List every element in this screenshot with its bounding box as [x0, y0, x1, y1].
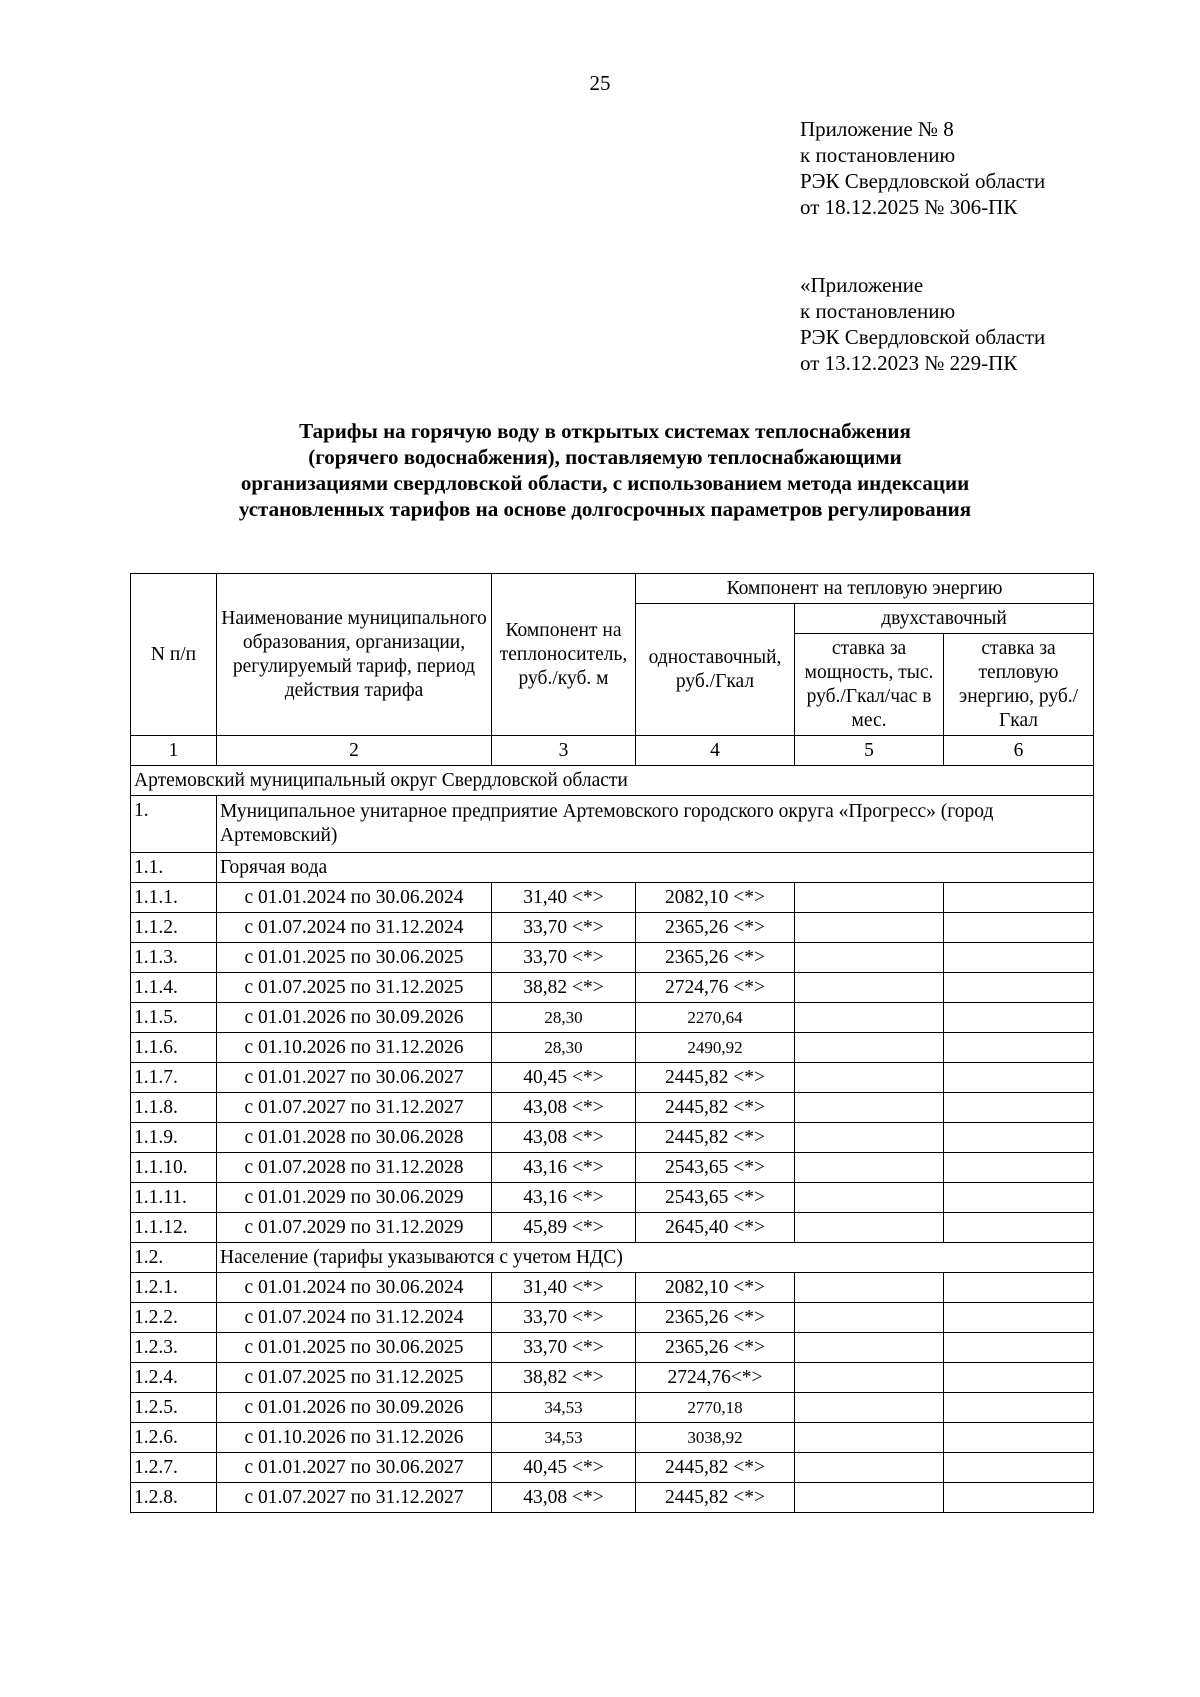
row-energy-rate-value — [944, 1093, 1094, 1123]
table-row — [131, 1153, 1094, 1183]
row-single-rate-value: 2770,18 — [636, 1393, 795, 1423]
table-row — [131, 1453, 1094, 1483]
column-number: 1 — [131, 736, 217, 766]
column-number: 4 — [636, 736, 795, 766]
row-capacity-rate-value — [795, 973, 944, 1003]
row-single-rate-value: 2445,82 <*> — [636, 1093, 795, 1123]
row-carrier-value: 40,45 <*> — [492, 1453, 636, 1483]
header-single-rate: одноставочный, руб./Гкал — [636, 604, 795, 736]
table-row — [131, 943, 1094, 973]
row-energy-rate-value — [944, 1183, 1094, 1213]
row-carrier-value: 45,89 <*> — [492, 1213, 636, 1243]
row-single-rate-value: 2270,64 — [636, 1003, 795, 1033]
table-row — [131, 1003, 1094, 1033]
row-single-rate-value: 2445,82 <*> — [636, 1123, 795, 1153]
appendix-current-line: РЭК Свердловской области — [800, 169, 1046, 193]
row-capacity-rate-value — [795, 1123, 944, 1153]
row-carrier-value: 34,53 — [492, 1393, 636, 1423]
row-single-rate-value: 2445,82 <*> — [636, 1483, 795, 1513]
row-carrier-value: 33,70 <*> — [492, 1333, 636, 1363]
row-single-rate-value: 2724,76<*> — [636, 1363, 795, 1393]
row-capacity-rate-value — [795, 1063, 944, 1093]
group-row — [131, 1243, 1094, 1273]
row-number: 1.1.9. — [131, 1123, 217, 1153]
row-number: 1.2.1. — [131, 1273, 217, 1303]
row-period: с 01.07.2025 по 31.12.2025 — [217, 973, 492, 1003]
row-capacity-rate-value — [795, 1003, 944, 1033]
row-single-rate-value: 2082,10 <*> — [636, 883, 795, 913]
appendix-original-line: к постановлению — [800, 299, 956, 323]
row-energy-rate-value — [944, 1483, 1094, 1513]
title-line: (горячего водоснабжения), поставляемую теплоснабжающими — [308, 445, 902, 469]
row-carrier-value: 40,45 <*> — [492, 1063, 636, 1093]
row-number: 1.1.12. — [131, 1213, 217, 1243]
row-number: 1.1.1. — [131, 883, 217, 913]
row-number: 1.2.8. — [131, 1483, 217, 1513]
row-number: 1.1.2. — [131, 913, 217, 943]
row-energy-rate-value — [944, 1423, 1094, 1453]
table-row — [131, 1123, 1094, 1153]
row-period: с 01.01.2026 по 30.09.2026 — [217, 1393, 492, 1423]
row-energy-rate-value — [944, 1333, 1094, 1363]
row-single-rate-value: 2490,92 — [636, 1033, 795, 1063]
row-single-rate-value: 2082,10 <*> — [636, 1273, 795, 1303]
group-row — [131, 853, 1094, 883]
row-period: с 01.01.2024 по 30.06.2024 — [217, 883, 492, 913]
document-title — [130, 418, 1080, 522]
row-single-rate-value: 2445,82 <*> — [636, 1453, 795, 1483]
row-period: с 01.01.2029 по 30.06.2029 — [217, 1183, 492, 1213]
row-carrier-value: 31,40 <*> — [492, 883, 636, 913]
group-name: Горячая вода — [217, 853, 1094, 883]
header-two-rate: двухставочный — [795, 604, 1094, 634]
row-capacity-rate-value — [795, 1423, 944, 1453]
row-capacity-rate-value — [795, 1033, 944, 1063]
row-period: с 01.10.2026 по 31.12.2026 — [217, 1423, 492, 1453]
row-energy-rate-value — [944, 1393, 1094, 1423]
row-single-rate-value: 2365,26 <*> — [636, 1303, 795, 1333]
header-name: Наименование муниципального образования, организации, регулируемый тариф, период действия тарифа — [217, 574, 492, 736]
row-capacity-rate-value — [795, 1483, 944, 1513]
table-row — [131, 1363, 1094, 1393]
row-capacity-rate-value — [795, 1363, 944, 1393]
row-energy-rate-value — [944, 1273, 1094, 1303]
row-number: 1.2.5. — [131, 1393, 217, 1423]
title-line: установленных тарифов на основе долгосрочных параметров регулирования — [238, 497, 972, 521]
row-energy-rate-value — [944, 1063, 1094, 1093]
row-period: с 01.01.2028 по 30.06.2028 — [217, 1123, 492, 1153]
row-carrier-value: 31,40 <*> — [492, 1273, 636, 1303]
row-capacity-rate-value — [795, 1453, 944, 1483]
row-carrier-value: 38,82 <*> — [492, 1363, 636, 1393]
appendix-original-line: РЭК Свердловской области — [800, 325, 1046, 349]
table-body — [131, 736, 1094, 1513]
row-carrier-value: 38,82 <*> — [492, 973, 636, 1003]
column-number-row — [131, 736, 1094, 766]
table-header — [131, 574, 1094, 736]
tariffs-table — [130, 573, 1094, 1513]
row-period: с 01.07.2028 по 31.12.2028 — [217, 1153, 492, 1183]
table-row — [131, 1333, 1094, 1363]
row-number: 1.1.7. — [131, 1063, 217, 1093]
row-period: с 01.07.2027 по 31.12.2027 — [217, 1483, 492, 1513]
table-row — [131, 1423, 1094, 1453]
row-single-rate-value: 2645,40 <*> — [636, 1213, 795, 1243]
appendix-original-line: от 13.12.2023 № 229-ПК — [800, 351, 1018, 375]
row-number: 1.1.3. — [131, 943, 217, 973]
row-carrier-value: 33,70 <*> — [492, 913, 636, 943]
row-carrier-value: 43,16 <*> — [492, 1183, 636, 1213]
row-capacity-rate-value — [795, 1183, 944, 1213]
organization-row — [131, 796, 1094, 853]
row-carrier-value: 43,16 <*> — [492, 1153, 636, 1183]
row-number: 1.2.6. — [131, 1423, 217, 1453]
row-period: с 01.10.2026 по 31.12.2026 — [217, 1033, 492, 1063]
table-row — [131, 1273, 1094, 1303]
region-name: Артемовский муниципальный округ Свердловской области — [131, 766, 1094, 796]
header-energy-rate: ставка за тепловую энергию, руб./Гкал — [944, 634, 1094, 736]
row-carrier-value: 28,30 — [492, 1003, 636, 1033]
row-period: с 01.01.2027 по 30.06.2027 — [217, 1453, 492, 1483]
table-row — [131, 1483, 1094, 1513]
row-energy-rate-value — [944, 1003, 1094, 1033]
title-line: организациями свердловской области, с использованием метода индексации — [240, 471, 970, 495]
header-capacity-rate: ставка за мощность, тыс. руб./Гкал/час в мес. — [795, 634, 944, 736]
row-capacity-rate-value — [795, 943, 944, 973]
row-energy-rate-value — [944, 1213, 1094, 1243]
row-energy-rate-value — [944, 1363, 1094, 1393]
row-capacity-rate-value — [795, 913, 944, 943]
row-number: 1.1.4. — [131, 973, 217, 1003]
row-single-rate-value: 2445,82 <*> — [636, 1063, 795, 1093]
row-number: 1.2.3. — [131, 1333, 217, 1363]
row-energy-rate-value — [944, 1153, 1094, 1183]
appendix-current-line: Приложение № 8 — [800, 117, 954, 141]
row-number: 1.2.7. — [131, 1453, 217, 1483]
row-carrier-value: 33,70 <*> — [492, 943, 636, 973]
org-number: 1. — [131, 796, 217, 853]
row-period: с 01.07.2025 по 31.12.2025 — [217, 1363, 492, 1393]
group-name: Население (тарифы указываются с учетом НДС) — [217, 1243, 1094, 1273]
row-energy-rate-value — [944, 913, 1094, 943]
row-single-rate-value: 2365,26 <*> — [636, 1333, 795, 1363]
table-row — [131, 913, 1094, 943]
row-energy-rate-value — [944, 883, 1094, 913]
table-row — [131, 1213, 1094, 1243]
row-period: с 01.07.2024 по 31.12.2024 — [217, 913, 492, 943]
row-carrier-value: 43,08 <*> — [492, 1123, 636, 1153]
table-row — [131, 973, 1094, 1003]
row-period: с 01.01.2024 по 30.06.2024 — [217, 1273, 492, 1303]
row-capacity-rate-value — [795, 1273, 944, 1303]
row-single-rate-value: 3038,92 — [636, 1423, 795, 1453]
column-number: 6 — [944, 736, 1094, 766]
row-single-rate-value: 2365,26 <*> — [636, 913, 795, 943]
column-number: 5 — [795, 736, 944, 766]
table-row — [131, 1033, 1094, 1063]
row-carrier-value: 34,53 — [492, 1423, 636, 1453]
appendix-original-line: «Приложение — [800, 273, 924, 297]
appendix-original-block — [800, 272, 1045, 376]
row-period: с 01.01.2027 по 30.06.2027 — [217, 1063, 492, 1093]
table-row — [131, 1303, 1094, 1333]
row-single-rate-value: 2365,26 <*> — [636, 943, 795, 973]
row-number: 1.1.10. — [131, 1153, 217, 1183]
row-carrier-value: 28,30 — [492, 1033, 636, 1063]
row-capacity-rate-value — [795, 1333, 944, 1363]
page-number: 25 — [589, 71, 611, 95]
column-number: 2 — [217, 736, 492, 766]
row-number: 1.2.4. — [131, 1363, 217, 1393]
row-number: 1.1.5. — [131, 1003, 217, 1033]
group-number: 1.1. — [131, 853, 217, 883]
row-period: с 01.01.2025 по 30.06.2025 — [217, 943, 492, 973]
row-energy-rate-value — [944, 1453, 1094, 1483]
row-capacity-rate-value — [795, 1153, 944, 1183]
row-single-rate-value: 2724,76 <*> — [636, 973, 795, 1003]
row-capacity-rate-value — [795, 1393, 944, 1423]
table-row — [131, 883, 1094, 913]
row-number: 1.1.6. — [131, 1033, 217, 1063]
row-number: 1.1.11. — [131, 1183, 217, 1213]
table-row — [131, 1393, 1094, 1423]
row-energy-rate-value — [944, 1033, 1094, 1063]
row-period: с 01.07.2024 по 31.12.2024 — [217, 1303, 492, 1333]
row-capacity-rate-value — [795, 1093, 944, 1123]
row-energy-rate-value — [944, 973, 1094, 1003]
group-number: 1.2. — [131, 1243, 217, 1273]
header-carrier: Компонент на теплоноситель, руб./куб. м — [492, 574, 636, 736]
row-number: 1.2.2. — [131, 1303, 217, 1333]
title-line: Тарифы на горячую воду в открытых системах теплоснабжения — [299, 419, 911, 443]
row-number: 1.1.8. — [131, 1093, 217, 1123]
row-single-rate-value: 2543,65 <*> — [636, 1153, 795, 1183]
row-capacity-rate-value — [795, 883, 944, 913]
row-energy-rate-value — [944, 1123, 1094, 1153]
column-number: 3 — [492, 736, 636, 766]
row-energy-rate-value — [944, 1303, 1094, 1333]
region-row — [131, 766, 1094, 796]
row-carrier-value: 33,70 <*> — [492, 1303, 636, 1333]
header-num: N п/п — [131, 574, 217, 736]
row-single-rate-value: 2543,65 <*> — [636, 1183, 795, 1213]
row-capacity-rate-value — [795, 1303, 944, 1333]
org-name: Муниципальное унитарное предприятие Артемовского городского округа «Прогресс» (город Артемовский) — [217, 796, 1094, 853]
row-period: с 01.07.2027 по 31.12.2027 — [217, 1093, 492, 1123]
row-period: с 01.01.2025 по 30.06.2025 — [217, 1333, 492, 1363]
appendix-current-block — [800, 116, 1045, 220]
row-carrier-value: 43,08 <*> — [492, 1093, 636, 1123]
appendix-current-line: к постановлению — [800, 143, 956, 167]
row-carrier-value: 43,08 <*> — [492, 1483, 636, 1513]
row-period: с 01.07.2029 по 31.12.2029 — [217, 1213, 492, 1243]
row-energy-rate-value — [944, 943, 1094, 973]
row-capacity-rate-value — [795, 1213, 944, 1243]
appendix-current-line: от 18.12.2025 № 306-ПК — [800, 195, 1018, 219]
row-period: с 01.01.2026 по 30.09.2026 — [217, 1003, 492, 1033]
table-row — [131, 1063, 1094, 1093]
table-row — [131, 1093, 1094, 1123]
header-energy-group: Компонент на тепловую энергию — [636, 574, 1094, 604]
table-row — [131, 1183, 1094, 1213]
